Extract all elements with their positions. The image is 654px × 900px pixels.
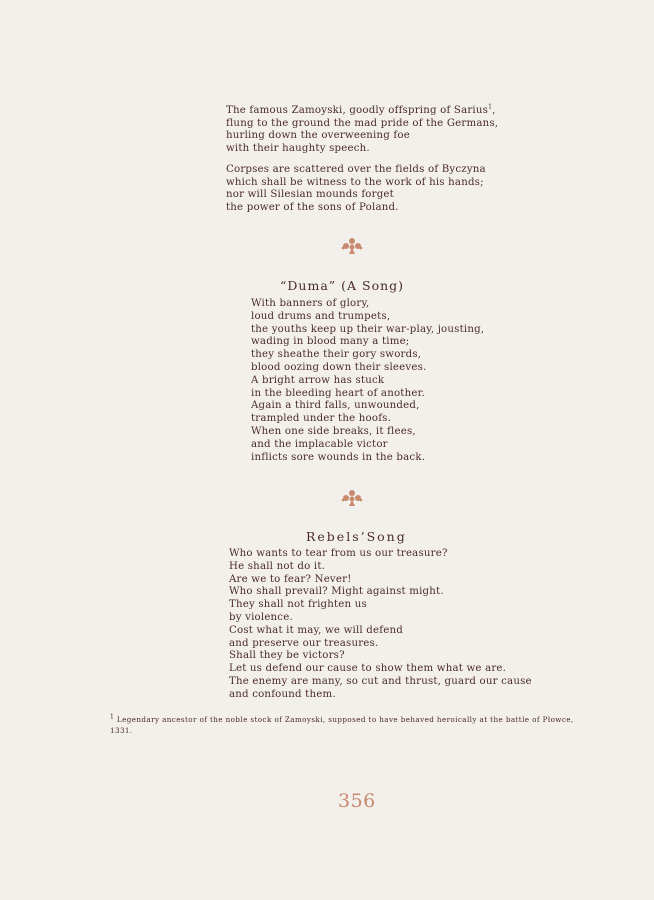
song-line: Who wants to tear from us our treasure?	[229, 548, 448, 559]
song-line: Let us defend our cause to show them what we are.	[229, 663, 507, 675]
fleuron-icon	[341, 237, 363, 255]
song-line: in the bleeding heart of another.	[251, 387, 425, 399]
poem-line: nor will Silesian mounds forget	[226, 189, 394, 201]
song-line: Shall they be victors?	[229, 650, 345, 662]
poem-line: which shall be witness to the work of his hands;	[226, 176, 484, 188]
footnote-marker: 1	[488, 103, 493, 111]
poem-stanza-1	[226, 105, 498, 156]
poem-line: flung to the ground the mad pride of the Germans,	[226, 117, 499, 129]
poem-line: the power of the sons of Poland.	[226, 202, 399, 214]
song-line: by violence.	[229, 611, 293, 623]
song-line: and the implacable victor	[251, 438, 388, 450]
page-number: 356	[338, 790, 376, 812]
song-line: They shall not frighten us	[229, 599, 367, 611]
poem-line: with their haughty speech.	[226, 143, 370, 155]
song-title-rebels: Rebels’Song	[306, 529, 407, 544]
song-line: blood oozing down their sleeves.	[251, 361, 427, 373]
song-line: When one side breaks, it flees,	[251, 425, 416, 437]
song-line: He shall not do it.	[229, 560, 326, 572]
footnote-number: 1	[110, 713, 115, 721]
song-line: inflicts sore wounds in the back.	[251, 451, 426, 463]
song-line: Again a third falls, unwounded,	[251, 400, 420, 412]
song-line: they sheathe their gory swords,	[251, 349, 422, 361]
fleuron-icon	[341, 489, 363, 507]
song-line: Cost what it may, we will defend	[229, 624, 403, 636]
song-line: wading in blood many a time;	[251, 336, 410, 348]
poem-stanza-2	[226, 164, 486, 215]
song-rebels-lines	[229, 548, 532, 702]
song-line: With banners of glory,	[251, 298, 370, 309]
poem-line: hurling down the overweening foe	[226, 130, 410, 142]
song-title-duma: “Duma” (A Song)	[280, 278, 405, 293]
song-line: Who shall prevail? Might against might.	[229, 586, 444, 598]
song-line: and confound them.	[229, 688, 336, 700]
song-line: loud drums and trumpets,	[251, 310, 391, 322]
poem-line: Corpses are scattered over the fields of Byczyna	[226, 164, 486, 175]
song-line: The enemy are many, so cut and thrust, guard our cause	[229, 675, 532, 687]
footnote	[110, 715, 590, 736]
song-duma-lines	[251, 298, 484, 464]
footnote-text: Legendary ancestor of the noble stock of Zamoyski, supposed to have behaved heroically at the battle of Płowce, 1331.	[110, 715, 574, 735]
song-line: A bright arrow has stuck	[251, 374, 385, 386]
song-line: and preserve our treasures.	[229, 637, 379, 649]
song-line: Are we to fear? Never!	[229, 573, 352, 585]
poem-line: The famous Zamoyski, goodly offspring of Sarius$^1$,	[226, 103, 496, 116]
song-line: trampled under the hoofs.	[251, 413, 392, 425]
song-line: the youths keep up their war-play, jousting,	[251, 323, 485, 335]
